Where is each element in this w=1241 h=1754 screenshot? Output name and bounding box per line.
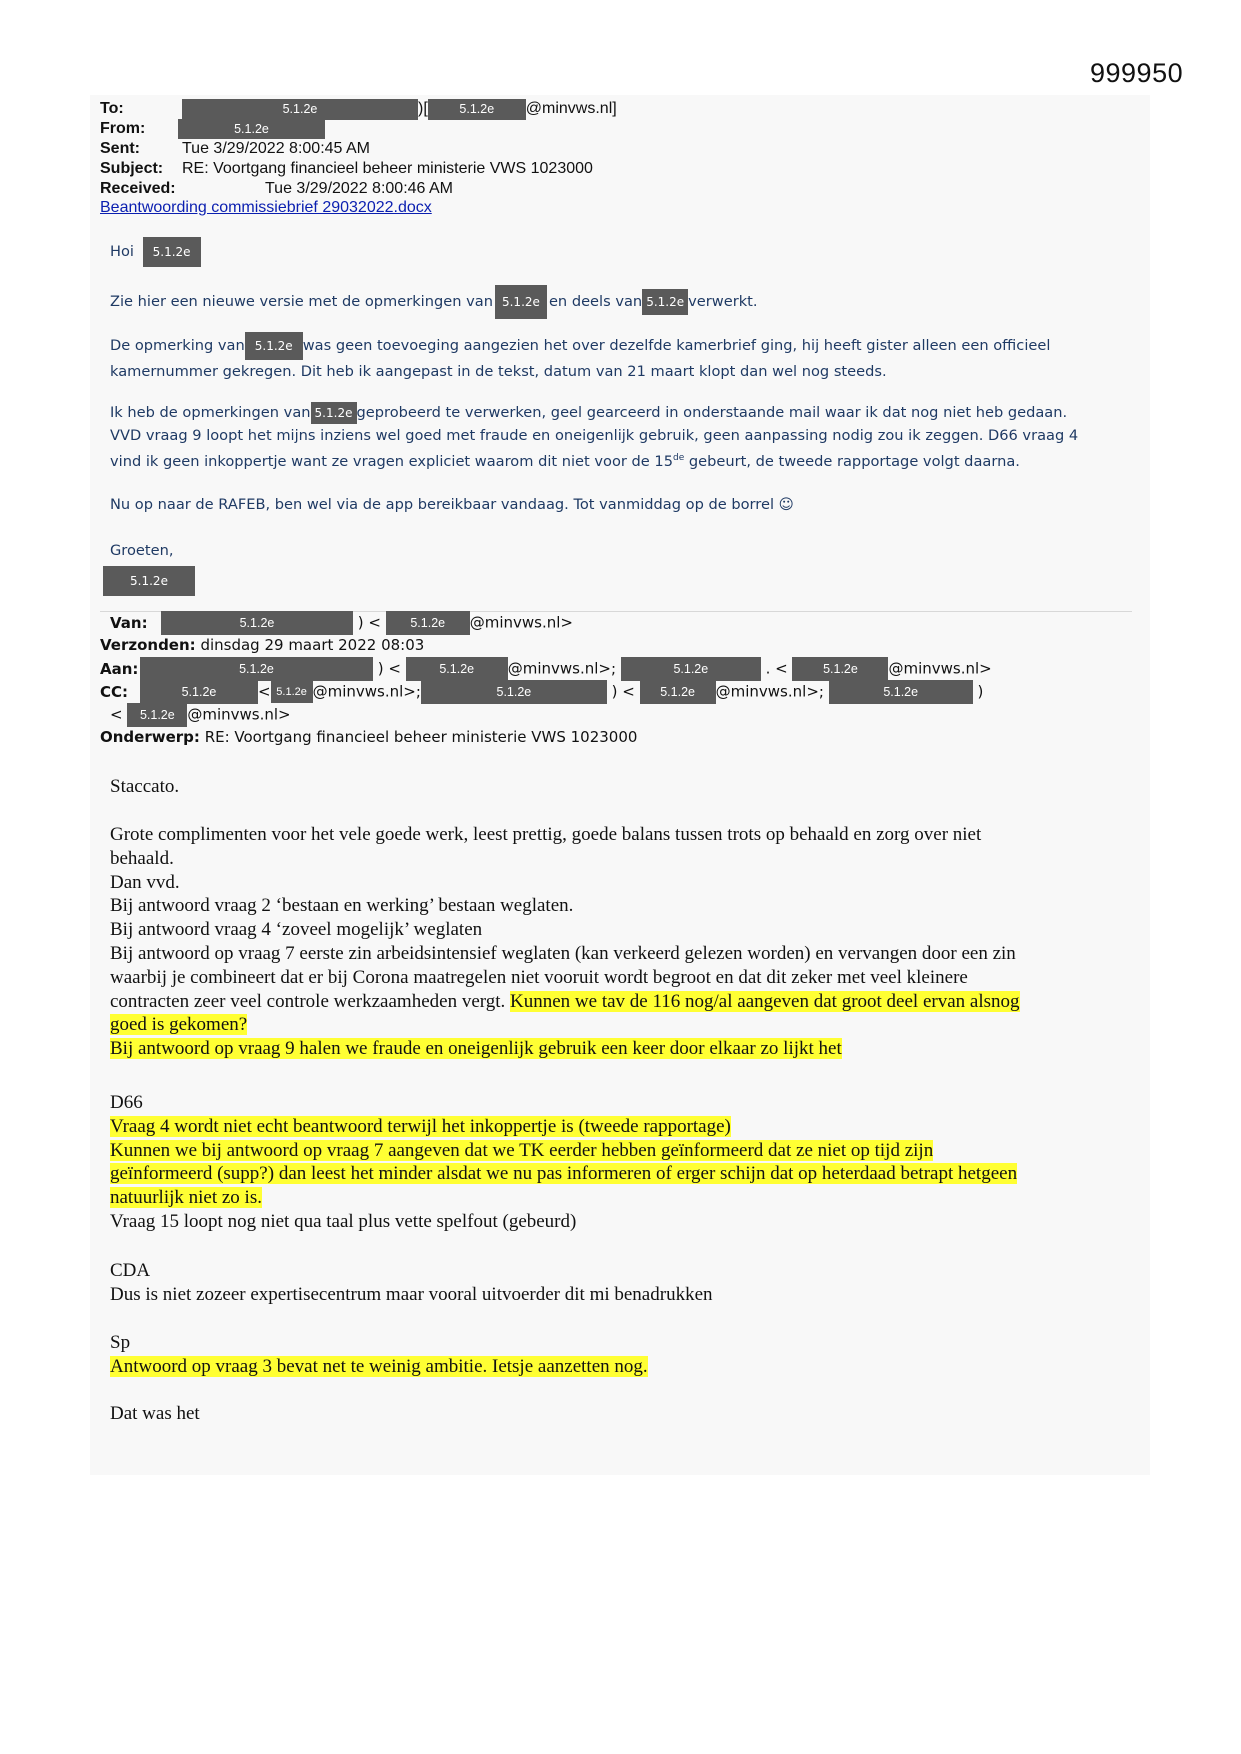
body-line: Vraag 15 loopt nog niet qua taal plus vette spelfout (gebeurd) — [110, 1210, 577, 1232]
body-line — [110, 1186, 1130, 1210]
attachment-link[interactable]: Beantwoording commissiebrief 29032022.docx — [100, 199, 432, 216]
redaction-box: 5.1.2e — [792, 657, 888, 681]
redaction-box: 5.1.2e — [642, 289, 688, 315]
reply-text: vind ik geen inkoppertje want ze vragen expliciet waarom dit niet voor de 15 — [110, 452, 673, 470]
redaction-box: 5.1.2e — [271, 681, 313, 703]
reply-paragraph-2 — [110, 332, 1050, 383]
highlighted-text: goed is gekomen? — [110, 1014, 248, 1036]
reply-text: De opmerking van — [110, 337, 245, 354]
header-subject — [100, 159, 593, 179]
redaction-box: 5.1.2e — [103, 566, 195, 596]
highlighted-text: Bij antwoord op vraag 9 halen we fraude en oneigenlijk gebruik een keer door elkaar zo lijkt het — [110, 1038, 842, 1060]
email-suffix: @minvws.nl>; — [715, 682, 824, 701]
reply-paragraph-4: Nu op naar de RAFEB, ben wel via de app bereikbaar vandaag. Tot vanmiddag op de borrel ☺ — [110, 496, 794, 513]
subject-value: RE: Voortgang financieel beheer ministerie VWS 1023000 — [182, 160, 593, 177]
redaction-box: 5.1.2e — [640, 680, 716, 704]
body-line: waarbij je combineert dat er bij Corona maatregelen niet vooruit wordt begroot en dat dit zeker met veel kleinere — [110, 966, 968, 988]
forward-verzonden — [100, 634, 424, 657]
document-id: 999950 — [1090, 58, 1184, 88]
verzonden-label: Verzonden: — [100, 636, 196, 654]
subject-label: Subject: — [100, 160, 164, 177]
sent-value: Tue 3/29/2022 8:00:45 AM — [182, 140, 370, 157]
reply-greeting: Hoi — [110, 243, 134, 260]
reply-text: was geen toevoeging aangezien het over dezelfde kamerbrief ging, hij heeft gister alleen een officieel — [302, 337, 1051, 354]
highlighted-text: Kunnen we tav de 116 nog/al aangeven dat groot deel ervan alsnog — [510, 990, 1020, 1012]
email-suffix: @minvws.nl> — [888, 659, 992, 678]
body-line — [110, 1013, 1130, 1037]
highlighted-text: natuurlijk niet zo is. — [110, 1187, 262, 1209]
reply-text: Zie hier een nieuwe versie met de opmerkingen van — [110, 293, 493, 310]
header-from — [100, 119, 325, 139]
body-line: Grote complimenten voor het vele goede werk, leest prettig, goede balans tussen trots op behaald en zorg over niet — [110, 824, 982, 845]
email-suffix: @minvws.nl> — [187, 705, 291, 724]
reply-text: geprobeerd te verwerken, geel gearceerd in onderstaande mail waar ik dat nog niet heb gedaan. — [356, 404, 1068, 421]
verzonden-value: dinsdag 29 maart 2022 08:03 — [200, 636, 425, 654]
body-line: Dan vvd. — [110, 871, 180, 893]
party-heading: Sp — [110, 1332, 131, 1353]
onderwerp-label: Onderwerp: — [100, 728, 200, 746]
reply-text: Ik heb de opmerkingen van — [110, 404, 311, 421]
forward-onderwerp — [100, 726, 637, 749]
reply-text: VVD vraag 9 loopt het mijns inziens wel goed met fraude en oneigenlijk gebruik, geen aanpassing nodig zou ik zeggen. D66 vraag 4 — [110, 427, 1079, 444]
redaction-box: 5.1.2e — [428, 99, 526, 120]
header-to: To: 5.1.2e )[ 5.1.2e @minvws.nl] — [100, 99, 617, 120]
party-heading: D66 — [110, 1092, 143, 1113]
onderwerp-value: RE: Voortgang financieel beheer ministerie VWS 1023000 — [204, 728, 638, 746]
redaction-box: 5.1.2e — [178, 119, 325, 139]
redaction-box: 5.1.2e — [140, 657, 373, 681]
body-line: Dus is niet zozeer expertisecentrum maar vooral uitvoerder dit mi benadrukken — [110, 1283, 713, 1305]
redaction-box: 5.1.2e — [621, 657, 761, 681]
body-line: Bij antwoord vraag 4 ‘zoveel mogelijk’ weglaten — [110, 919, 483, 941]
forward-cc-continued: < 5.1.2e @minvws.nl> — [110, 703, 291, 727]
van-label: Van: — [110, 613, 148, 632]
reply-paragraph-1 — [110, 285, 758, 319]
reply-paragraph-3 — [110, 401, 1078, 473]
body-line — [110, 1162, 1130, 1186]
reply-signature — [103, 566, 195, 596]
body-line: Bij antwoord op vraag 7 eerste zin arbeidsintensief weglaten (kan verkeerd gelezen worden) en vervangen door een zin — [110, 942, 1016, 964]
redaction-box: 5.1.2e — [161, 611, 353, 635]
redaction-box: 5.1.2e — [421, 680, 607, 704]
aan-label: Aan: — [100, 659, 139, 678]
reply-superscript: de — [672, 453, 685, 463]
reply-text: gebeurt, de tweede rapportage volgt daarna. — [688, 452, 1020, 470]
body-feedback-block — [110, 823, 1130, 1061]
received-label: Received: — [100, 180, 176, 197]
redaction-box: 5.1.2e — [245, 332, 303, 360]
reply-closing: Groeten, — [110, 542, 174, 559]
body-staccato: Staccato. — [110, 776, 180, 797]
highlighted-text: geïnformeerd (supp?) dan leest het minder alsdat we nu pas informeren of erger schijn dat op heterdaad betrapt hetgeen — [110, 1163, 1018, 1185]
sent-label: Sent: — [100, 140, 140, 157]
redaction-box: 5.1.2e — [311, 402, 357, 424]
redaction-box: 5.1.2e — [140, 680, 258, 704]
redaction-box: 5.1.2e — [495, 285, 547, 319]
forward-aan: Aan: 5.1.2e ) < 5.1.2e @minvws.nl>; 5.1.2e . < 5.1.2e @minvws.nl> — [100, 657, 992, 681]
header-received — [100, 179, 453, 199]
body-line — [110, 1139, 1130, 1163]
party-heading: CDA — [110, 1260, 151, 1281]
to-email-domain: @minvws.nl] — [525, 100, 617, 117]
highlighted-text: Antwoord op vraag 3 bevat net te weinig ambitie. Ietsje aanzetten nog. — [110, 1355, 648, 1377]
email-suffix: @minvws.nl> — [469, 613, 573, 632]
body-line: contracten zeer veel controle werkzaamheden vergt. Kunnen we tav de 116 nog/al aangeven dat groot deel ervan alsnog — [110, 990, 1020, 1012]
body-line: Bij antwoord vraag 2 ‘bestaan en werking’ bestaan weglaten. — [110, 895, 574, 917]
forward-cc: CC: 5.1.2e < 5.1.2e @minvws.nl>; 5.1.2e ) < 5.1.2e @minvws.nl>; 5.1.2e ) — [100, 680, 983, 704]
body-line — [110, 1037, 1130, 1061]
email-suffix: @minvws.nl>; — [312, 682, 421, 701]
redaction-box: 5.1.2e — [406, 657, 508, 681]
body-cda-block — [110, 1259, 1130, 1307]
reply-text: en deels van — [548, 293, 643, 310]
redaction-box: 5.1.2e — [127, 703, 187, 727]
body-line — [110, 1115, 1130, 1139]
email-suffix: @minvws.nl>; — [507, 659, 617, 678]
body-closing: Dat was het — [110, 1403, 200, 1424]
reply-text: verwerkt. — [688, 293, 758, 310]
header-sent — [100, 139, 370, 159]
body-sp-block — [110, 1331, 1130, 1379]
body-line — [110, 1355, 1130, 1379]
highlighted-text: Vraag 4 wordt niet echt beantwoord terwijl het inkoppertje is (tweede rapportage) — [110, 1115, 731, 1137]
body-d66-block — [110, 1091, 1130, 1234]
forward-van: Van: 5.1.2e ) < 5.1.2e @minvws.nl> — [100, 611, 573, 635]
from-label: From: — [100, 120, 146, 137]
cc-label: CC: — [100, 682, 129, 701]
redaction-box: 5.1.2e — [182, 99, 418, 120]
received-value: Tue 3/29/2022 8:00:46 AM — [265, 180, 453, 197]
redaction-box: 5.1.2e — [386, 611, 470, 635]
to-label: To: — [100, 100, 124, 117]
highlighted-text: Kunnen we bij antwoord op vraag 7 aangeven dat we TK eerder hebben geïnformeerd dat ze niet op tijd zijn — [110, 1139, 934, 1161]
body-line: behaald. — [110, 847, 174, 869]
reply-text: kamernummer gekregen. Dit heb ik aangepast in de tekst, datum van 21 maart klopt dan wel nog steeds. — [110, 363, 887, 380]
reply-greeting-line — [110, 237, 201, 267]
redaction-box: 5.1.2e — [143, 237, 201, 267]
redaction-box: 5.1.2e — [829, 680, 973, 704]
